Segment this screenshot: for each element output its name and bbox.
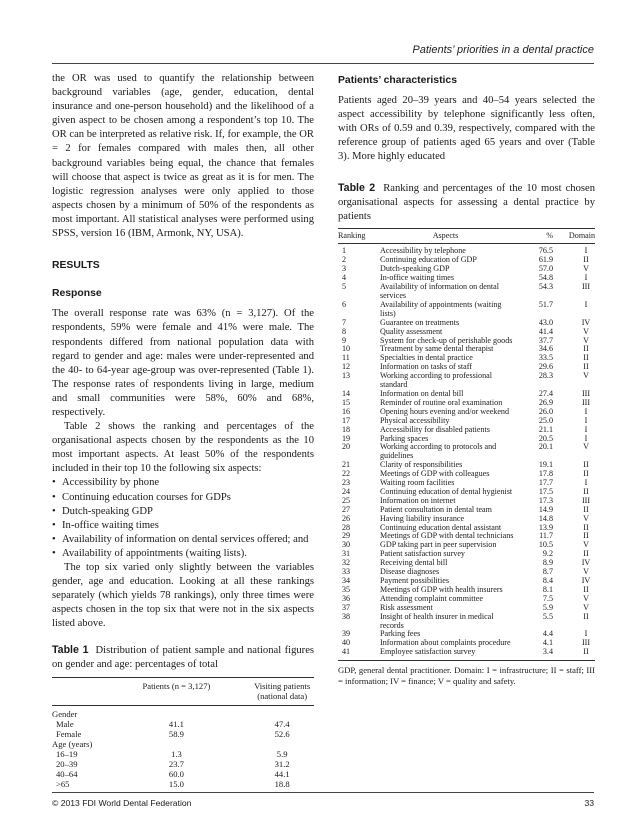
- aspect-cell: Waiting room facilities: [380, 478, 455, 488]
- rank-cell: 39: [342, 629, 351, 639]
- results-heading: RESULTS: [52, 260, 100, 272]
- aspect-cell: Employee satisfaction survey: [380, 647, 476, 657]
- percent-cell: 8.1: [542, 584, 553, 594]
- table1: [52, 677, 314, 793]
- domain-cell: I: [584, 433, 588, 443]
- percent-cell: 54.8: [538, 273, 553, 283]
- percent-cell: 33.5: [538, 353, 553, 363]
- percent-cell: 5.5: [542, 611, 553, 621]
- percent-cell: 61.9: [538, 255, 553, 265]
- domain-cell: V: [583, 264, 589, 274]
- domain-cell: V: [583, 513, 589, 523]
- domain-cell: II: [583, 531, 589, 541]
- table1-col-visiting: Visiting patients (national data): [254, 681, 311, 702]
- domain-cell: II: [583, 522, 589, 532]
- domain-cell: II: [583, 611, 589, 621]
- rank-cell: 5: [342, 282, 347, 292]
- percent-cell: 26.0: [538, 406, 553, 416]
- table-row: >65 15.0 18.8: [56, 779, 290, 790]
- rank-cell: 11: [342, 353, 350, 363]
- aspect-cell: Parking spaces: [380, 433, 429, 443]
- percent-cell: 17.8: [538, 469, 553, 479]
- domain-cell: V: [583, 602, 589, 612]
- domain-cell: II: [583, 486, 589, 496]
- header-rule: [52, 63, 594, 64]
- table-row: [338, 541, 595, 550]
- domain-cell: V: [583, 371, 589, 381]
- rank-cell: 33: [342, 567, 351, 577]
- percent-cell: 41.4: [538, 326, 553, 336]
- percent-cell: 37.7: [538, 335, 553, 345]
- table2-col-pct: %: [546, 230, 553, 240]
- response-heading: Response: [52, 288, 102, 300]
- rank-cell: 16: [342, 406, 351, 416]
- domain-cell: V: [583, 540, 589, 550]
- percent-cell: 29.6: [538, 362, 553, 372]
- rank-cell: 8: [342, 326, 347, 336]
- percent-cell: 8.7: [542, 567, 553, 577]
- aspect-cell: Having liability insurance: [380, 513, 465, 523]
- percent-cell: 4.4: [542, 629, 553, 639]
- table2-col-ranking: Ranking: [338, 230, 366, 240]
- table-row: Age (years): [52, 739, 93, 750]
- percent-cell: 17.7: [538, 478, 553, 488]
- percent-cell: 7.5: [542, 593, 553, 603]
- rank-cell: 14: [342, 388, 351, 398]
- percent-cell: 25.0: [538, 415, 553, 425]
- percent-cell: 10.5: [538, 540, 553, 550]
- rank-cell: 40: [342, 638, 351, 648]
- rank-cell: 15: [342, 397, 351, 407]
- domain-cell: V: [583, 335, 589, 345]
- table-row: [338, 550, 595, 559]
- rank-cell: 1: [342, 246, 347, 256]
- table2-col-domain: Domain: [568, 230, 595, 240]
- rank-cell: 2: [342, 255, 347, 265]
- percent-cell: 14.8: [538, 513, 553, 523]
- table-row: [338, 256, 595, 265]
- table-row: [338, 595, 595, 604]
- table-row: [338, 301, 595, 319]
- table-row: [338, 443, 595, 461]
- domain-cell: I: [584, 478, 588, 488]
- percent-cell: 28.3: [538, 371, 553, 381]
- table-row: [338, 426, 595, 435]
- aspect-cell: Information on dental bill: [380, 388, 464, 398]
- domain-cell: II: [583, 353, 589, 363]
- domain-cell: V: [583, 326, 589, 336]
- rank-cell: 29: [342, 531, 351, 541]
- aspect-cell: In-office waiting times: [380, 273, 455, 283]
- aspect-cell: Working according to professional standard: [380, 371, 492, 390]
- domain-cell: II: [583, 469, 589, 479]
- percent-cell: 54.3: [538, 282, 553, 292]
- domain-cell: II: [583, 344, 589, 354]
- domain-cell: III: [581, 495, 591, 505]
- rank-cell: 30: [342, 540, 351, 550]
- percent-cell: 21.1: [538, 424, 553, 434]
- domain-cell: IV: [581, 317, 591, 327]
- rank-cell: 34: [342, 576, 351, 585]
- rank-cell: 28: [342, 522, 351, 532]
- domain-cell: I: [584, 273, 588, 283]
- percent-cell: 51.7: [538, 299, 553, 309]
- aspect-cell: Accessibility for disabled patients: [380, 424, 490, 434]
- table-row: [338, 506, 595, 515]
- rank-cell: 25: [342, 495, 351, 505]
- aspect-cell: Accessibility by telephone: [380, 246, 466, 256]
- aspect-cell: GDP taking part in peer supervision: [380, 540, 497, 550]
- aspect-cell: Dutch-speaking GDP: [380, 264, 450, 274]
- list-item: • Continuing education courses for GDPs: [52, 491, 314, 505]
- table2-footnote: GDP, general dental practitioner. Domain: I = infrastructure; II = staff; III = information; IV = finance; V = quality and safety.: [338, 665, 595, 687]
- domain-cell: II: [583, 584, 589, 594]
- rank-cell: 12: [342, 362, 351, 372]
- aspect-cell: Working according to protocols and guidelines: [380, 442, 497, 461]
- domain-cell: V: [583, 567, 589, 577]
- list-item: • Dutch-speaking GDP: [52, 505, 314, 519]
- table1-caption-text: Distribution of patient sample and national figures on gender and age: percentages of total: [52, 645, 315, 671]
- domain-cell: II: [583, 504, 589, 514]
- rank-cell: 41: [342, 647, 351, 657]
- table-row: [338, 488, 595, 497]
- domain-cell: II: [583, 647, 589, 657]
- aspect-cell: Opening hours evening and/or weekend: [380, 406, 510, 416]
- percent-cell: 20.5: [538, 433, 553, 443]
- domain-cell: III: [581, 397, 591, 407]
- table-row: [338, 470, 595, 479]
- variation-paragraph: The top six varied only slightly between the variables gender, age and education. Looking at all these rankings separately (which yields 78 rankings), only three times were aspects chosen in the top six that were not in the six aspects listed above.: [52, 562, 314, 630]
- rank-cell: 4: [342, 273, 347, 283]
- domain-cell: I: [584, 629, 588, 639]
- aspect-cell: Continuing education of GDP: [380, 255, 477, 265]
- domain-cell: II: [583, 460, 589, 470]
- aspect-cell: Insight of health insurer in medical records: [380, 611, 494, 630]
- aspect-cell: Continuing education dental assistant: [380, 522, 502, 532]
- footer-page-number: 33: [584, 798, 594, 808]
- percent-cell: 43.0: [538, 317, 553, 327]
- rank-cell: 6: [342, 299, 347, 309]
- domain-cell: I: [584, 246, 588, 256]
- table2: [338, 228, 595, 662]
- response-paragraph: The overall response rate was 63% (n = 3,127). Of the respondents, 59% were female and 41% were male. The respondents differed from national population data with regard to gender and age: males were under-represented and the 40- to 64-year age-group was over-represented (Table 1). The response rates of respondents living in large, medium and small communities were 58%, 60% and 68%, respectively.: [52, 308, 314, 418]
- rank-cell: 19: [342, 433, 351, 443]
- domain-cell: III: [581, 282, 591, 292]
- table2-caption: [338, 181, 595, 224]
- table1-caption: [52, 643, 314, 672]
- rank-cell: 18: [342, 424, 351, 434]
- percent-cell: 4.1: [542, 638, 553, 648]
- aspect-cell: Specialties in dental practice: [380, 353, 473, 363]
- rank-cell: 17: [342, 415, 351, 425]
- aspect-cell: Guarantee on treatments: [380, 317, 460, 327]
- percent-cell: 27.4: [538, 388, 553, 398]
- aspect-cell: Meetings of GDP with colleagues: [380, 469, 490, 479]
- domain-cell: I: [584, 415, 588, 425]
- table1-col-patients: Patients (n = 3,127): [142, 681, 211, 692]
- table-row: [338, 319, 595, 328]
- table2-intro-paragraph: Table 2 shows the ranking and percentages of the organisational aspects chosen by the respondents as the 10 most important aspects. At least 50% of the respondents included in their top 10 the following six aspects:: [52, 421, 314, 475]
- domain-cell: V: [583, 593, 589, 603]
- domain-cell: IV: [581, 558, 591, 568]
- rank-cell: 21: [342, 460, 351, 470]
- rank-cell: 10: [342, 344, 351, 354]
- aspect-cell: Payment possibilities: [380, 576, 450, 585]
- aspect-cell: Receiving dental bill: [380, 558, 448, 568]
- percent-cell: 8.9: [542, 558, 553, 568]
- aspect-cell: Information on tasks of staff: [380, 362, 473, 372]
- aspect-cell: Parking fees: [380, 629, 421, 639]
- list-item: • Availability of information on dental services offered; and: [52, 533, 314, 547]
- aspect-bullet-list: [52, 476, 314, 561]
- aspect-cell: Continuing education of dental hygienist: [380, 486, 513, 496]
- percent-cell: 13.9: [538, 522, 553, 532]
- list-item: • Availability of appointments (waiting lists).: [52, 547, 314, 561]
- rank-cell: 27: [342, 504, 351, 514]
- running-header: Patients’ priorities in a dental practice: [412, 44, 594, 56]
- rank-cell: 26: [342, 513, 351, 523]
- domain-cell: II: [583, 549, 589, 559]
- rank-cell: 7: [342, 317, 347, 327]
- aspect-cell: Treatment by same dental therapist: [380, 344, 494, 354]
- rank-cell: 36: [342, 593, 351, 603]
- left-column: [52, 72, 314, 793]
- table-row: 16–19 1.3 5.9: [56, 749, 288, 760]
- list-item: • In-office waiting times: [52, 519, 314, 533]
- percent-cell: 8.4: [542, 576, 553, 585]
- percent-cell: 76.5: [538, 246, 553, 256]
- table2-label: Table 2: [338, 181, 376, 194]
- domain-cell: II: [583, 255, 589, 265]
- rank-cell: 31: [342, 549, 351, 559]
- table-row: [338, 408, 595, 417]
- percent-cell: 5.9: [542, 602, 553, 612]
- domain-cell: III: [581, 638, 591, 648]
- percent-cell: 26.9: [538, 397, 553, 407]
- aspect-cell: Disease diagnoses: [380, 567, 440, 577]
- table-row: [338, 265, 595, 274]
- aspect-cell: Physical accessibility: [380, 415, 450, 425]
- percent-cell: 57.0: [538, 264, 553, 274]
- percent-cell: 20.1: [538, 442, 553, 452]
- percent-cell: 19.1: [538, 460, 553, 470]
- rank-cell: 37: [342, 602, 351, 612]
- table-row: [338, 559, 595, 568]
- percent-cell: 9.2: [542, 549, 553, 559]
- rank-cell: 20: [342, 442, 351, 452]
- percent-cell: 34.6: [538, 344, 553, 354]
- domain-cell: I: [584, 424, 588, 434]
- aspect-cell: Reminder of routine oral examination: [380, 397, 503, 407]
- aspect-cell: System for check-up of perishable goods: [380, 335, 513, 345]
- table-row: 40–64 60.0 44.1: [56, 769, 290, 780]
- aspect-cell: Information on internet: [380, 495, 456, 505]
- rank-cell: 23: [342, 478, 351, 488]
- percent-cell: 17.5: [538, 486, 553, 496]
- rank-cell: 9: [342, 335, 347, 345]
- rank-cell: 32: [342, 558, 351, 568]
- domain-cell: III: [581, 388, 591, 398]
- aspect-cell: Quality assessment: [380, 326, 443, 336]
- percent-cell: 17.3: [538, 495, 553, 505]
- percent-cell: 11.7: [539, 531, 553, 541]
- percent-cell: 3.4: [542, 647, 553, 657]
- rank-cell: 35: [342, 584, 351, 594]
- table-row: [338, 372, 595, 390]
- aspect-cell: Availability of information on dental services: [380, 282, 499, 300]
- table-row: Male 41.1 47.4: [56, 719, 290, 730]
- table-row: [338, 568, 595, 577]
- table2-col-aspects: Aspects: [432, 230, 459, 240]
- footer-copyright: © 2013 FDI World Dental Federation: [52, 798, 192, 808]
- right-column: [338, 72, 595, 687]
- table-row: Gender: [52, 709, 78, 720]
- rank-cell: 24: [342, 486, 351, 496]
- domain-cell: II: [583, 362, 589, 372]
- rank-cell: 38: [342, 611, 351, 621]
- table2-caption-text: Ranking and percentages of the 10 most chosen organisational aspects for assessing a dental practice by patients: [338, 182, 596, 222]
- patients-characteristics-heading: Patients’ characteristics: [338, 75, 457, 86]
- aspect-cell: Meetings of GDP with health insurers: [380, 584, 503, 594]
- rank-cell: 13: [342, 371, 351, 381]
- aspect-cell: Attending complaint committee: [380, 593, 483, 603]
- rank-cell: 3: [342, 264, 347, 274]
- domain-cell: I: [584, 299, 588, 309]
- aspect-cell: Information about complaints procedure: [380, 638, 511, 648]
- aspect-cell: Patient satisfaction survey: [380, 549, 465, 559]
- table-row: Female 58.9 52.6: [56, 729, 290, 740]
- percent-cell: 14.9: [538, 504, 553, 514]
- characteristics-paragraph: Patients aged 20–39 years and 40–54 years selected the aspect accessibility by telephone significantly less often, with ORs of 0.59 and 0.39, respectively, compared with the reference group of patients aged 65 years and over (Table 3). More highly educated: [338, 95, 595, 163]
- rank-cell: 22: [342, 469, 351, 479]
- table1-label: Table 1: [52, 644, 89, 657]
- domain-cell: I: [584, 406, 588, 416]
- table-row: [338, 613, 595, 631]
- aspect-cell: Clarity of responsibilities: [380, 460, 463, 470]
- table-row: [338, 283, 595, 301]
- aspect-cell: Patient consultation in dental team: [380, 504, 492, 514]
- aspect-cell: Availability of appointments (waiting lists): [380, 299, 502, 318]
- table-row: [338, 648, 595, 657]
- list-item: • Accessibility by phone: [52, 476, 314, 490]
- methods-paragraph: the OR was used to quantify the relationship between background variables (age, gender, education, dental insurance and one-person household) and the likelihood of a given aspect to be chosen among a respondent’s top 10. The OR can be interpreted as relative risk. If, for example, the OR = 2 for females compared with males then, all other background variables being equal, the chance that females will choose that aspect is twice as great as it is for men. The logistic regression analyses were only applied to those aspects chosen by a minimum of 50% of the respondents as most important. All statistical analyses were performed using SPSS, version 16 (IBM, Armonk, NY, USA).: [52, 73, 314, 240]
- domain-cell: V: [583, 442, 589, 452]
- table-row: 20–39 23.7 31.2: [56, 759, 290, 770]
- aspect-cell: Risk assessment: [380, 602, 433, 612]
- aspect-cell: Meetings of GDP with dental technicians: [380, 531, 514, 541]
- domain-cell: IV: [581, 576, 591, 585]
- footer-rule: [52, 792, 594, 793]
